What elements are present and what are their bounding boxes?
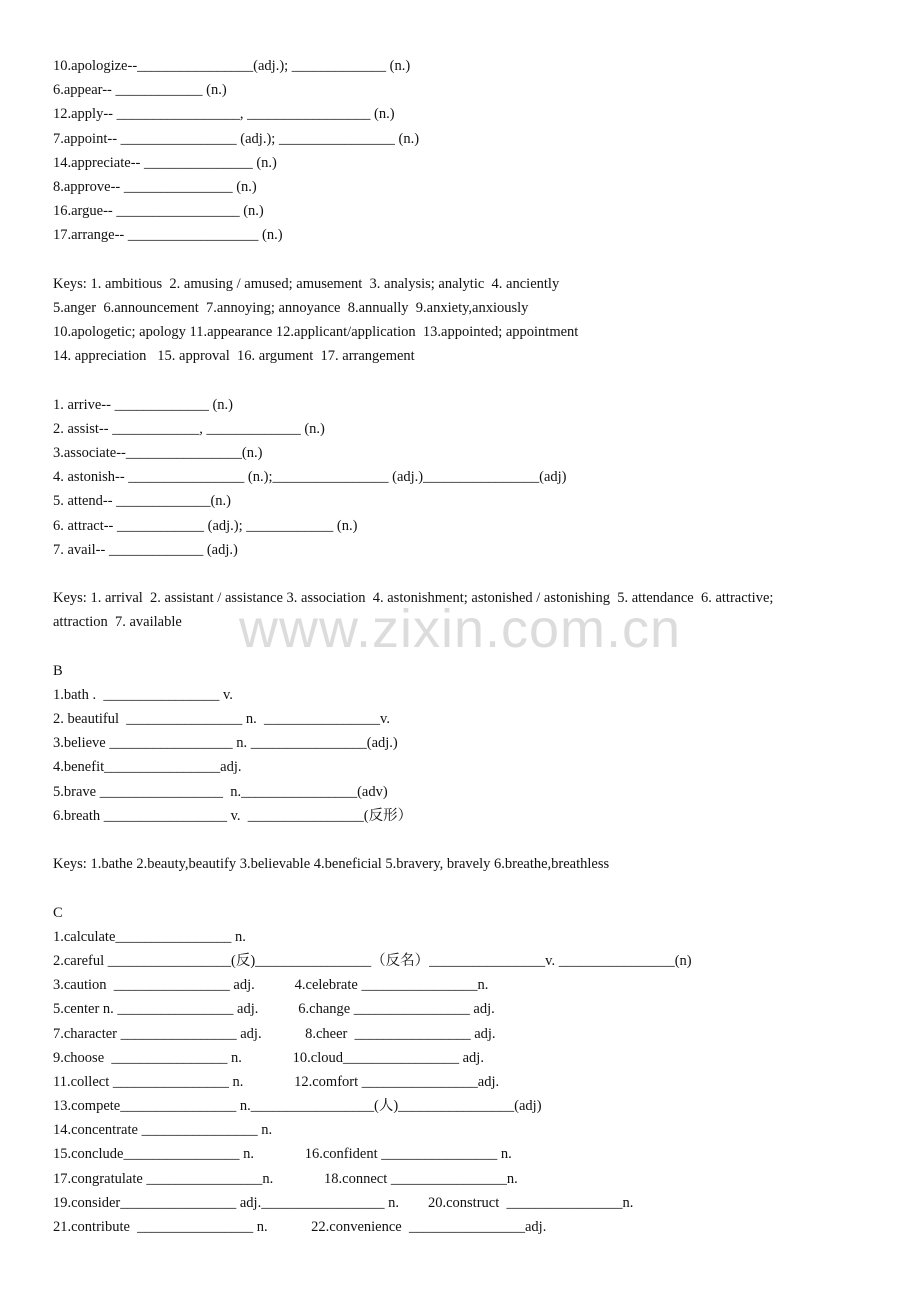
text-line: 8.approve-- _______________ (n.) [53,178,257,195]
text-line: 5.brave _________________ n.________________(adv) [53,783,388,800]
text-line: 7.appoint-- ________________ (adj.); ________________ (n.) [53,130,420,147]
blank-line [53,635,893,659]
text-line: 13.compete________________ n._________________(人)________________(adj) [53,1098,542,1115]
text-line: Keys: 1. ambitious 2. amusing / amused; amusement 3. analysis; analytic 4. anciently [53,275,560,292]
blank-line [53,248,893,272]
text-line: 17.congratulate ________________n. 18.connect ________________n. [53,1170,518,1187]
blank-line [53,828,893,852]
text-line: 5. attend-- _____________(n.) [53,493,231,510]
text-line: 2. beautiful ________________ n. ________________v. [53,711,390,728]
text-line: 14. appreciation 15. approval 16. argument 17. arrangement [53,348,415,365]
text-line: 16.argue-- _________________ (n.) [53,203,264,220]
text-line: 9.choose ________________ n. 10.cloud________________ adj. [53,1049,484,1066]
text-line: 6.breath _________________ v. ________________(反形） [53,807,413,824]
text-line: 3.associate--________________(n.) [53,445,263,461]
text-line: 19.consider________________ adj._________________ n. 20.construct ________________n. [53,1194,634,1211]
text-line: 2.careful _________________(反)________________（反名）________________v. ________________(n) [53,952,692,969]
text-line: B [53,662,63,679]
text-line: 4. astonish-- ________________ (n.);________________ (adj.)________________(adj) [53,469,567,486]
text-line: 10.apologetic; apology 11.appearance 12.applicant/application 13.appointed; appointment [53,324,579,341]
text-line: 7.character ________________ adj. 8.cheer ________________ adj. [53,1025,496,1042]
text-line: 2. assist-- ____________, _____________ (n.) [53,420,325,437]
text-line: Keys: 1.bathe 2.beauty,beautify 3.believable 4.beneficial 5.bravery, bravely 6.breathe,breathless [53,856,610,873]
text-line: 6.appear-- ____________ (n.) [53,82,227,99]
text-line: 14.concentrate ________________ n. [53,1122,273,1139]
text-line: Keys: 1. arrival 2. assistant / assistance 3. association 4. astonishment; astonished / astonishing 5. attendance 6. attractive; [53,590,774,607]
blank-line [53,562,893,586]
text-line: 5.anger 6.announcement 7.annoying; annoyance 8.annually 9.anxiety,anxiously [53,299,529,316]
text-line: 11.collect ________________ n. 12.comfort ________________adj. [53,1073,500,1090]
watermark: www.zixin.com.cn [238,599,682,659]
text-line: 3.caution ________________ adj. 4.celebrate ________________n. [53,977,489,994]
text-line: 21.contribute ________________ n. 22.convenience ________________adj. [53,1219,547,1235]
worksheet-page [53,54,893,1239]
text-line: 1. arrive-- _____________ (n.) [53,396,233,413]
text-line: 10.apologize--________________(adj.); _____________ (n.) [53,58,411,74]
text-line: 5.center n. ________________ adj. 6.change ________________ adj. [53,1001,495,1018]
text-line: attraction 7. available [53,614,182,631]
text-line: 6. attract-- ____________ (adj.); ____________ (n.) [53,517,358,534]
blank-line [53,368,893,392]
text-line: 17.arrange-- __________________ (n.) [53,227,283,244]
text-line: 4.benefit________________adj. [53,759,242,776]
text-line: 1.calculate________________ n. [53,928,246,945]
text-line: 1.bath . ________________ v. [53,686,233,703]
text-line: 14.appreciate-- _______________ (n.) [53,154,277,171]
text-line: 7. avail-- _____________ (adj.) [53,541,238,558]
text-line: 15.conclude________________ n. 16.confident ________________ n. [53,1146,512,1163]
text-line: C [53,904,63,921]
text-line: 12.apply-- _________________, _________________ (n.) [53,106,395,123]
blank-line [53,876,893,900]
text-line: 3.believe _________________ n. ________________(adj.) [53,735,398,752]
